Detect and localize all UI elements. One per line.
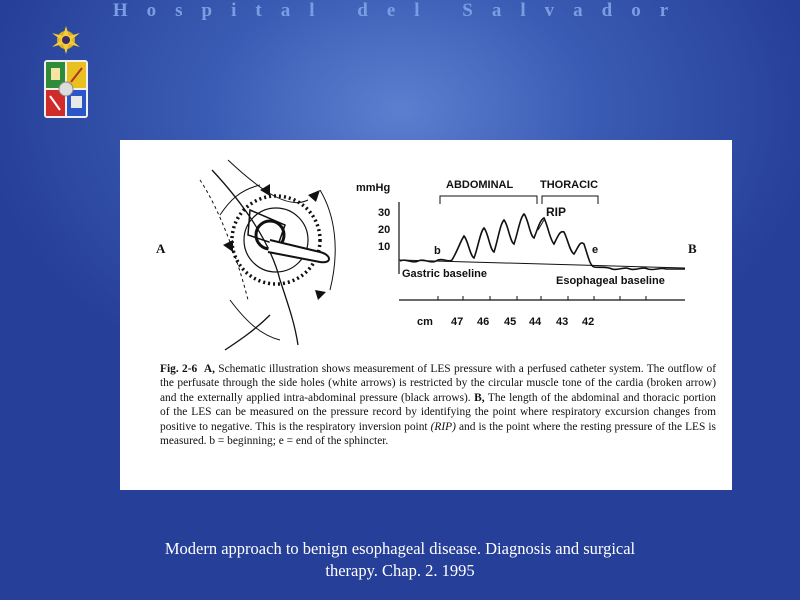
- marker-b: b: [434, 245, 441, 257]
- x-tick-47: 47: [451, 316, 464, 328]
- panel-a-label: A: [156, 241, 166, 256]
- region-label-thoracic: THORACIC: [540, 179, 599, 191]
- region-label-abdominal: ABDOMINAL: [446, 179, 514, 191]
- marker-e: e: [592, 244, 599, 256]
- baseline-line: [399, 260, 685, 268]
- panel-b-label: B: [688, 241, 697, 256]
- sun-star-icon: [52, 26, 80, 54]
- x-tick-46: 46: [477, 316, 490, 328]
- x-tick-43: 43: [556, 316, 569, 328]
- x-axis-unit: cm: [417, 316, 433, 328]
- citation-line-2: therapy. Chap. 2. 1995: [325, 561, 475, 580]
- caption-a-marker: A,: [203, 363, 215, 375]
- figure-caption: [160, 362, 716, 448]
- x-tick-42: 42: [582, 316, 595, 328]
- figure-panel: [120, 140, 732, 490]
- y-axis-unit: mmHg: [356, 182, 391, 194]
- shield-icon: [44, 60, 88, 118]
- caption-part-1: Schematic illustration shows measurement of LES pressure with a perfused catheter system. The outflow of the perfusate through the side holes (white arrows) is restricted by the circular muscle tone of the cardia (broken arrow) and the externally applied intra-abdominal pressure (black arrows).: [160, 363, 717, 404]
- caption-b-marker: B,: [474, 391, 485, 404]
- university-crest-logo: [38, 24, 94, 124]
- caption-rip: (RIP): [430, 420, 456, 433]
- y-tick-20: 20: [378, 224, 391, 236]
- caption-fig-number: Fig. 2-6: [160, 363, 198, 375]
- gastric-baseline-label: Gastric baseline: [402, 268, 487, 280]
- citation-text: [60, 538, 740, 582]
- caption-part-3: and is the point where the resting pressure of the LES is measured. b = beginning; e = end of the sphincter.: [160, 420, 716, 448]
- citation-line-1: Modern approach to benign esophageal disease. Diagnosis and surgical: [164, 539, 636, 558]
- thoracic-bracket: [542, 196, 598, 204]
- rip-label: RIP: [546, 205, 567, 219]
- x-tick-44: 44: [529, 316, 542, 328]
- figure-illustration: [120, 140, 732, 355]
- esophageal-baseline-label: Esophageal baseline: [556, 275, 665, 287]
- abdominal-bracket: [440, 196, 537, 204]
- caption-part-2: The length of the abdominal and thoracic portion of the LES can be measured on the pressure record by identifying the point where respiratory excursion changes from positive to negative. This is the respiratory inversion point: [160, 391, 716, 433]
- y-tick-10: 10: [378, 241, 391, 253]
- slide-title: Hospital del Salvador: [112, 0, 688, 21]
- y-tick-30: 30: [378, 207, 391, 219]
- x-tick-45: 45: [504, 316, 517, 328]
